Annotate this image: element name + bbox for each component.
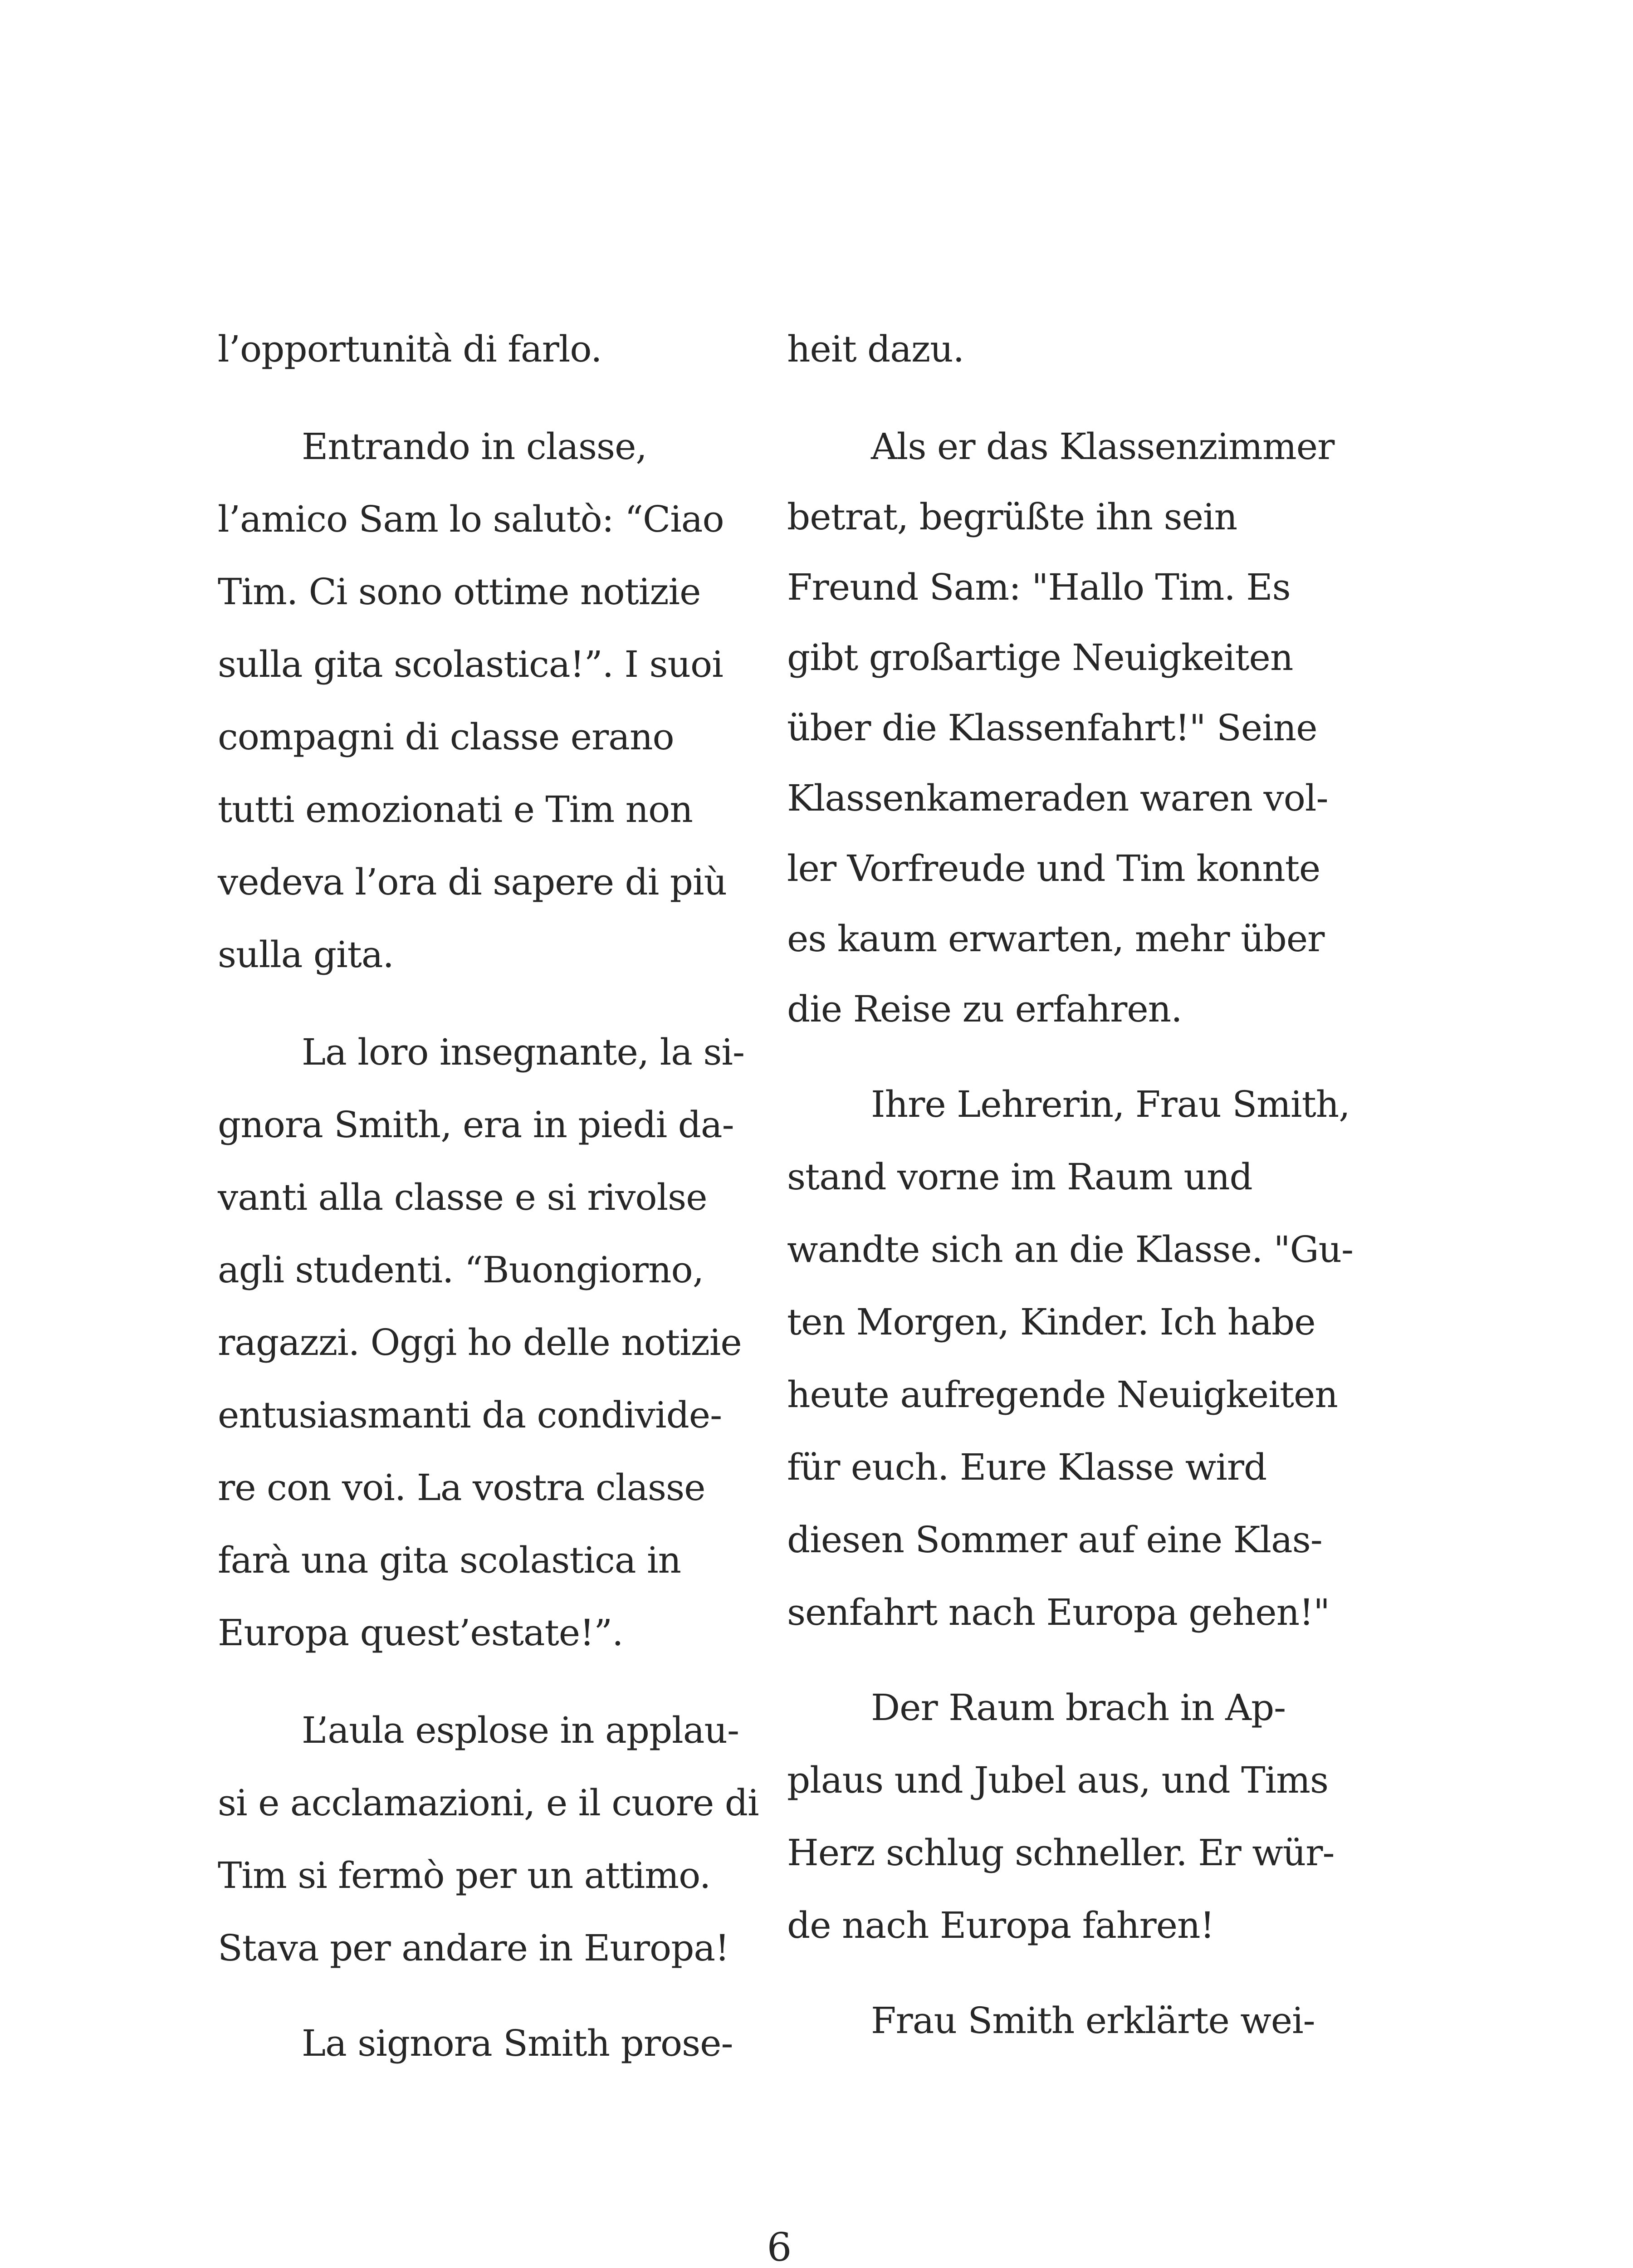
german-line: de nach Europa fahren! xyxy=(787,1904,1214,1946)
italian-line: entusiasmanti da condivide- xyxy=(218,1394,722,1436)
german-line: stand vorne im Raum und xyxy=(787,1156,1252,1198)
german-line: Frau Smith erklärte wei- xyxy=(871,1999,1315,2042)
german-line: betrat, begrüßte ihn sein xyxy=(787,496,1237,538)
german-line: heit dazu. xyxy=(787,328,964,370)
italian-line: Stava per andare in Europa! xyxy=(218,1927,729,1969)
italian-line: agli studenti. “Buongiorno, xyxy=(218,1249,704,1291)
german-line: Freund Sam: "Hallo Tim. Es xyxy=(787,566,1291,608)
italian-line: gnora Smith, era in piedi da- xyxy=(218,1104,734,1146)
german-line: Klassenkameraden waren vol- xyxy=(787,777,1328,819)
italian-line: Europa quest’estate!”. xyxy=(218,1612,623,1654)
italian-line: La signora Smith prose- xyxy=(302,2022,733,2064)
italian-line: compagni di classe erano xyxy=(218,716,674,758)
italian-line: L’aula esplose in applau- xyxy=(302,1709,739,1751)
german-line: die Reise zu erfahren. xyxy=(787,988,1182,1030)
italian-line: sulla gita scolastica!”. I suoi xyxy=(218,643,723,685)
german-line: Der Raum brach in Ap- xyxy=(871,1686,1286,1729)
italian-line: tutti emozionati e Tim non xyxy=(218,788,693,831)
german-line: gibt großartige Neuigkeiten xyxy=(787,636,1293,679)
italian-line: vedeva l’ora di sapere di più xyxy=(218,861,727,903)
german-line: wandte sich an die Klasse. "Gu- xyxy=(787,1228,1354,1271)
german-line: senfahrt nach Europa gehen!" xyxy=(787,1591,1330,1633)
german-line: heute aufregende Neuigkeiten xyxy=(787,1374,1338,1416)
german-line: Als er das Klassenzimmer xyxy=(871,425,1335,468)
german-line: es kaum erwarten, mehr über xyxy=(787,918,1325,960)
page-number: 6 xyxy=(767,2225,792,2268)
italian-line: si e acclamazioni, e il cuore di xyxy=(218,1782,759,1824)
italian-line: Tim si fermò per un attimo. xyxy=(218,1854,711,1897)
german-line: über die Klassenfahrt!" Seine xyxy=(787,707,1317,749)
italian-line: ragazzi. Oggi ho delle notizie xyxy=(218,1321,742,1364)
italian-line: farà una gita scolastica in xyxy=(218,1539,681,1581)
italian-line: re con voi. La vostra classe xyxy=(218,1466,705,1509)
italian-line: l’opportunità di farlo. xyxy=(218,328,602,370)
italian-line: sulla gita. xyxy=(218,934,394,976)
german-line: diesen Sommer auf eine Klas- xyxy=(787,1519,1322,1561)
italian-line: vanti alla classe e si rivolse xyxy=(218,1176,707,1218)
italian-line: l’amico Sam lo salutò: “Ciao xyxy=(218,498,724,540)
german-line: ten Morgen, Kinder. Ich habe xyxy=(787,1301,1315,1343)
italian-line: Entrando in classe, xyxy=(302,425,647,468)
german-line: Ihre Lehrerin, Frau Smith, xyxy=(871,1083,1350,1125)
italian-line: La loro insegnante, la si- xyxy=(302,1031,745,1073)
german-line: ler Vorfreude und Tim konnte xyxy=(787,847,1320,890)
italian-line: Tim. Ci sono ottime notizie xyxy=(218,571,701,613)
german-line: Herz schlug schneller. Er wür- xyxy=(787,1832,1335,1874)
german-line: für euch. Eure Klasse wird xyxy=(787,1446,1267,1488)
german-line: plaus und Jubel aus, und Tims xyxy=(787,1759,1329,1801)
